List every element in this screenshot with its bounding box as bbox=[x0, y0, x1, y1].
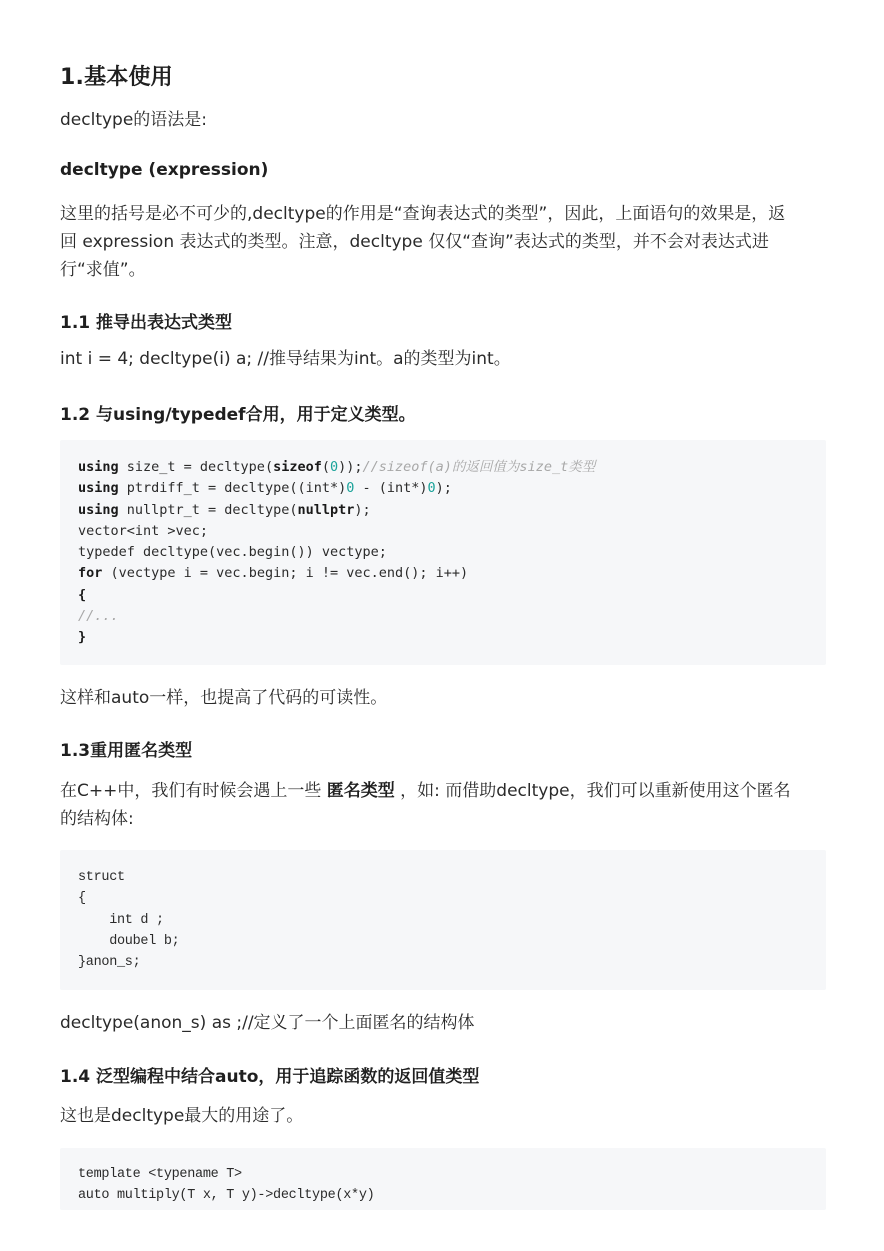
code-keyword: using bbox=[78, 480, 119, 497]
code-line bbox=[78, 563, 808, 584]
code-text: (vectype i = vec.begin; i != vec.end(); i++) bbox=[102, 565, 469, 582]
code-number: 0 bbox=[330, 459, 339, 475]
code-text: doubel b; bbox=[78, 933, 180, 949]
explanation-paragraph bbox=[60, 200, 785, 284]
section-heading-1-4: 1.4 泛型编程中结合auto，用于追踪函数的返回值类型 bbox=[60, 1067, 480, 1087]
code-keyword: { bbox=[78, 586, 87, 603]
code-line bbox=[78, 478, 808, 499]
code-comment: //sizeof(a)的返回值为size_t类型 bbox=[362, 459, 596, 475]
code-text: }anon_s; bbox=[78, 955, 141, 971]
section-1-3-paragraph bbox=[60, 777, 791, 833]
code-line bbox=[78, 585, 808, 606]
page-title: 1.基本使用 bbox=[60, 65, 173, 90]
code-text: vector<int >vec; bbox=[78, 522, 209, 539]
code-line bbox=[78, 931, 808, 952]
section-1-3-text-a: 在C++中，我们有时候会遇上一些 bbox=[60, 781, 327, 801]
code-keyword: for bbox=[78, 565, 103, 582]
code-text: { bbox=[78, 891, 86, 907]
section-heading-1-2: 1.2 与using/typedef合用，用于定义类型。 bbox=[60, 405, 416, 425]
code-text: nullptr_t = decltype( bbox=[118, 501, 298, 518]
code-text: auto multiply(T x, T y)->decltype(x*y) bbox=[78, 1188, 375, 1204]
code-text: template <typename T> bbox=[78, 1167, 242, 1182]
section-1-1-text: int i = 4; decltype(i) a; //推导结果为int。a的类型为int。 bbox=[60, 349, 511, 369]
code-text: ( bbox=[321, 459, 330, 475]
anonymous-type-term: 匿名类型 bbox=[326, 781, 395, 801]
code-text: typedef decltype(vec.begin()) vectype; bbox=[78, 544, 387, 561]
section-1-3-line-2: 的结构体: bbox=[60, 809, 134, 829]
code-line bbox=[78, 867, 808, 888]
code-line bbox=[78, 500, 808, 521]
code-text: int d ; bbox=[78, 912, 164, 928]
code-number: 0 bbox=[346, 480, 355, 497]
syntax-heading: decltype (expression) bbox=[60, 160, 269, 180]
code-comment: //... bbox=[78, 608, 119, 625]
code-text: - (int*) bbox=[354, 480, 428, 497]
section-1-3-line-1 bbox=[60, 777, 791, 805]
code-line bbox=[78, 627, 808, 648]
code-line bbox=[78, 1164, 808, 1185]
code-text: ); bbox=[435, 480, 452, 497]
code-text: ); bbox=[354, 501, 371, 518]
explanation-line-1: 这里的括号是必不可少的,decltype的作用是“查询表达式的类型”，因此，上面语句的效果是，返 bbox=[60, 204, 786, 224]
code-line bbox=[78, 521, 808, 542]
code-keyword: using bbox=[78, 459, 119, 475]
code-keyword: using bbox=[78, 501, 119, 518]
code-text: ptrdiff_t = decltype((int*) bbox=[118, 480, 347, 497]
code-text: struct bbox=[78, 870, 125, 885]
code-number: 0 bbox=[427, 480, 436, 497]
section-1-3-after-text: decltype(anon_s) as ;//定义了一个上面匿名的结构体 bbox=[60, 1013, 475, 1033]
code-text: )); bbox=[338, 459, 363, 475]
code-block-trailing-return bbox=[60, 1148, 826, 1210]
code-keyword: sizeof bbox=[273, 459, 322, 475]
code-block-using-typedef bbox=[60, 440, 826, 665]
code-line bbox=[78, 952, 808, 973]
code-line bbox=[78, 1185, 808, 1206]
section-1-2-after-text: 这样和auto一样，也提高了代码的可读性。 bbox=[60, 688, 388, 708]
code-keyword: } bbox=[78, 629, 87, 646]
explanation-line-2: 回 expression 表达式的类型。注意，decltype 仅仅“查询”表达式的类型，并不会对表达式进 bbox=[60, 232, 769, 252]
explanation-line-3: 行“求值”。 bbox=[60, 260, 146, 280]
code-line bbox=[78, 888, 808, 909]
section-heading-1-3: 1.3重用匿名类型 bbox=[60, 741, 193, 761]
code-text: size_t = decltype( bbox=[118, 459, 274, 475]
code-line bbox=[78, 542, 808, 563]
syntax-intro: decltype的语法是: bbox=[60, 110, 208, 130]
section-heading-1-1: 1.1 推导出表达式类型 bbox=[60, 313, 233, 333]
section-1-3-text-b: ，如: 而借助decltype，我们可以重新使用这个匿名 bbox=[394, 781, 791, 801]
code-block-anonymous-struct bbox=[60, 850, 826, 990]
code-line bbox=[78, 457, 808, 478]
code-keyword: nullptr bbox=[297, 501, 355, 518]
code-line bbox=[78, 910, 808, 931]
section-1-4-text: 这也是decltype最大的用途了。 bbox=[60, 1106, 304, 1126]
code-line bbox=[78, 606, 808, 627]
